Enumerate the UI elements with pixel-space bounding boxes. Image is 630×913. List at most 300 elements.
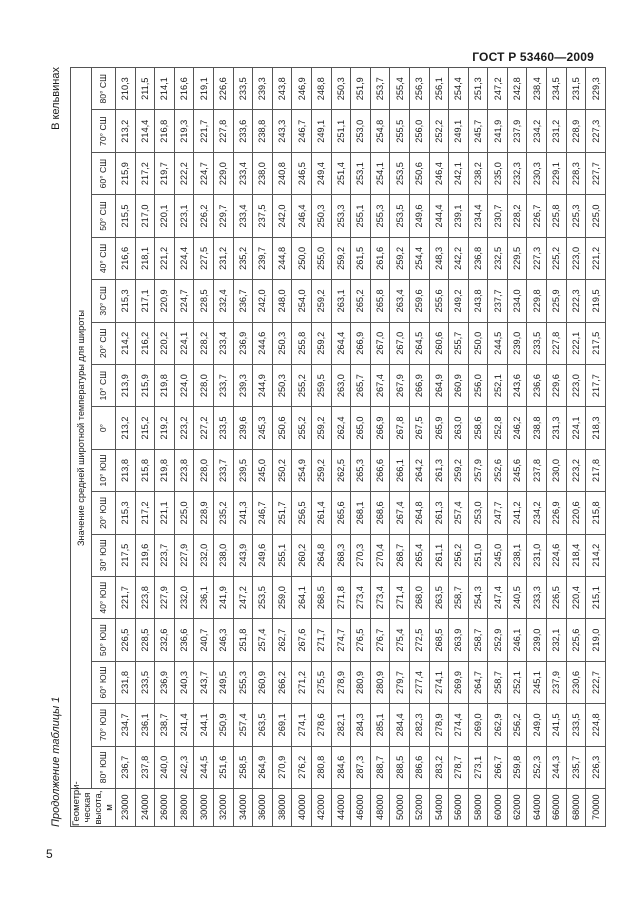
temperature-cell: 231,8 — [116, 661, 136, 703]
temperature-cell: 253,5 — [253, 576, 273, 618]
document-header: ГОСТ Р 53460—2009 — [472, 50, 594, 64]
altitude-cell: 54000 — [429, 789, 449, 827]
temperature-cell: 264,2 — [409, 449, 429, 491]
temperature-cell: 260,9 — [449, 364, 469, 406]
temperature-cell: 236,6 — [174, 619, 194, 661]
temperature-cell: 236,7 — [116, 746, 136, 788]
temperature-cell: 273,4 — [351, 576, 371, 618]
temperature-cell: 219,1 — [194, 68, 214, 111]
temperature-cell: 253,1 — [351, 152, 371, 194]
temperature-cell: 239,7 — [253, 237, 273, 279]
temperature-cell: 256,1 — [429, 68, 449, 111]
temperature-cell: 232,6 — [155, 619, 175, 661]
temperature-cell: 250,0 — [292, 237, 312, 279]
temperature-cell: 251,0 — [468, 534, 488, 576]
latitude-header: 40° СШ — [92, 237, 116, 279]
temperature-cell: 224,4 — [174, 237, 194, 279]
temperature-cell: 270,3 — [351, 534, 371, 576]
table-row — [566, 68, 586, 827]
temperature-cell: 257,4 — [253, 619, 273, 661]
temperature-cell: 274,1 — [292, 704, 312, 746]
temperature-cell: 222,1 — [566, 322, 586, 364]
temperature-cell: 254,8 — [370, 110, 390, 152]
temperature-cell: 246,5 — [292, 152, 312, 194]
temperature-cell: 230,6 — [566, 661, 586, 703]
temperature-cell: 246,4 — [292, 195, 312, 237]
temperature-cell: 274,1 — [429, 661, 449, 703]
temperature-cell: 264,9 — [253, 746, 273, 788]
latitude-header: 30° ЮШ — [92, 534, 116, 576]
table-row — [253, 68, 273, 827]
temperature-cell: 217,1 — [135, 280, 155, 322]
temperature-cell: 216,8 — [155, 110, 175, 152]
temperature-cell: 267,5 — [409, 407, 429, 449]
temperature-cell: 252,1 — [507, 661, 527, 703]
temperature-cell: 260,9 — [253, 661, 273, 703]
altitude-cell: 58000 — [468, 789, 488, 827]
temperature-cell: 254,1 — [370, 152, 390, 194]
temperature-cell: 275,5 — [311, 661, 331, 703]
rotated-table-block — [50, 67, 601, 827]
page-number: 5 — [46, 847, 53, 861]
table-row — [331, 68, 351, 827]
temperature-cell: 231,2 — [213, 237, 233, 279]
temperature-cell: 250,6 — [272, 407, 292, 449]
temperature-cell: 223,2 — [174, 407, 194, 449]
temperature-cell: 245,6 — [507, 449, 527, 491]
temperature-cell: 237,8 — [527, 449, 547, 491]
temperature-cell: 234,2 — [527, 492, 547, 534]
latitude-header: 30° СШ — [92, 280, 116, 322]
temperature-cell: 240,5 — [507, 576, 527, 618]
temperature-cell: 231,0 — [527, 534, 547, 576]
temperature-cell: 233,5 — [233, 68, 253, 111]
temperature-cell: 261,5 — [351, 237, 371, 279]
temperature-cell: 223,0 — [566, 364, 586, 406]
temperature-cell: 253,5 — [390, 152, 410, 194]
temperature-cell: 229,1 — [547, 152, 567, 194]
temperature-cell: 215,5 — [116, 195, 136, 237]
temperature-cell: 223,8 — [135, 576, 155, 618]
altitude-cell: 62000 — [507, 789, 527, 827]
latitude-header: 0° — [92, 407, 116, 449]
temperature-cell: 273,4 — [370, 576, 390, 618]
temperature-cell: 268,1 — [351, 492, 371, 534]
altitude-cell: 32000 — [213, 789, 233, 827]
temperature-cell: 235,0 — [488, 152, 508, 194]
temperature-cell: 227,3 — [586, 110, 606, 152]
temperature-cell: 261,4 — [311, 492, 331, 534]
temperature-cell: 257,9 — [468, 449, 488, 491]
table-row — [429, 68, 449, 827]
temperature-cell: 220,9 — [155, 280, 175, 322]
temperature-cell: 240,8 — [272, 152, 292, 194]
temperature-cell: 255,3 — [233, 661, 253, 703]
temperature-cell: 233,4 — [213, 322, 233, 364]
altitude-cell: 24000 — [135, 789, 155, 827]
temperature-cell: 232,1 — [547, 619, 567, 661]
temperature-cell: 284,6 — [331, 746, 351, 788]
temperature-cell: 238,7 — [155, 704, 175, 746]
temperature-cell: 243,3 — [272, 110, 292, 152]
temperature-cell: 241,5 — [547, 704, 567, 746]
temperature-cell: 248,3 — [429, 237, 449, 279]
temperature-cell: 258,6 — [468, 407, 488, 449]
temperature-cell: 219,8 — [155, 449, 175, 491]
temperature-cell: 267,0 — [370, 322, 390, 364]
temperature-cell: 243,6 — [507, 364, 527, 406]
temperature-cell: 261,3 — [429, 492, 449, 534]
temperature-cell: 238,0 — [213, 534, 233, 576]
latitude-header: 60° ЮШ — [92, 661, 116, 703]
temperature-cell: 250,0 — [468, 322, 488, 364]
temperature-cell: 264,8 — [409, 492, 429, 534]
temperature-cell: 260,6 — [429, 322, 449, 364]
temperature-cell: 255,3 — [370, 195, 390, 237]
temperature-cell: 271,2 — [292, 661, 312, 703]
temperature-cell: 244,1 — [194, 704, 214, 746]
temperature-cell: 217,2 — [135, 152, 155, 194]
temperature-cell: 224,0 — [174, 364, 194, 406]
temperature-cell: 255,2 — [292, 407, 312, 449]
temperature-cell: 251,3 — [468, 68, 488, 111]
temperature-cell: 223,7 — [155, 534, 175, 576]
altitude-cell: 40000 — [292, 789, 312, 827]
latitude-header: 80° ЮШ — [92, 746, 116, 788]
table-row — [370, 68, 390, 827]
temperature-table — [70, 67, 606, 827]
temperature-cell: 276,5 — [351, 619, 371, 661]
temperature-cell: 219,7 — [155, 152, 175, 194]
temperature-cell: 242,1 — [449, 152, 469, 194]
temperature-cell: 215,8 — [135, 449, 155, 491]
temperature-cell: 254,4 — [449, 68, 469, 111]
temperature-cell: 217,0 — [135, 195, 155, 237]
temperature-cell: 259,5 — [311, 364, 331, 406]
altitude-header-line: Геометри- — [71, 781, 82, 826]
temperature-cell: 229,7 — [213, 195, 233, 237]
temperature-cell: 236,9 — [155, 661, 175, 703]
altitude-cell: 30000 — [194, 789, 214, 827]
temperature-cell: 215,3 — [116, 492, 136, 534]
temperature-cell: 258,7 — [449, 576, 469, 618]
temperature-cell: 240,7 — [194, 619, 214, 661]
table-row — [194, 68, 214, 827]
temperature-cell: 238,4 — [527, 68, 547, 111]
temperature-cell: 230,0 — [547, 449, 567, 491]
temperature-cell: 218,4 — [566, 534, 586, 576]
temperature-cell: 245,0 — [488, 534, 508, 576]
latitude-header: 80° СШ — [92, 68, 116, 111]
altitude-cell: 46000 — [351, 789, 371, 827]
temperature-cell: 264,4 — [331, 322, 351, 364]
temperature-cell: 245,7 — [468, 110, 488, 152]
altitude-header-line: ческая — [82, 792, 93, 823]
temperature-cell: 244,3 — [547, 746, 567, 788]
table-row — [586, 68, 606, 827]
temperature-cell: 252,6 — [488, 449, 508, 491]
temperature-cell: 272,5 — [409, 619, 429, 661]
temperature-cell: 216,6 — [116, 237, 136, 279]
temperature-cell: 227,9 — [155, 576, 175, 618]
temperature-cell: 252,9 — [488, 619, 508, 661]
temperature-cell: 214,2 — [116, 322, 136, 364]
temperature-cell: 244,8 — [272, 237, 292, 279]
temperature-cell: 251,9 — [351, 68, 371, 111]
table-row — [272, 68, 292, 827]
temperature-cell: 215,9 — [116, 152, 136, 194]
temperature-cell: 253,3 — [331, 195, 351, 237]
table-row — [527, 68, 547, 827]
temperature-cell: 259,8 — [507, 746, 527, 788]
temperature-cell: 258,5 — [233, 746, 253, 788]
temperature-cell: 232,4 — [213, 280, 233, 322]
table-row — [116, 68, 136, 827]
temperature-cell: 253,7 — [370, 68, 390, 111]
temperature-cell: 255,1 — [351, 195, 371, 237]
latitude-header: 70° ЮШ — [92, 704, 116, 746]
temperature-cell: 244,9 — [253, 364, 273, 406]
temperature-cell: 227,8 — [213, 110, 233, 152]
temperature-cell: 252,2 — [429, 110, 449, 152]
temperature-cell: 224,1 — [566, 407, 586, 449]
temperature-cell: 251,4 — [331, 152, 351, 194]
temperature-cell: 228,5 — [135, 619, 155, 661]
temperature-cell: 225,0 — [174, 492, 194, 534]
temperature-cell: 264,1 — [292, 576, 312, 618]
temperature-cell: 229,6 — [547, 364, 567, 406]
temperature-cell: 265,2 — [351, 280, 371, 322]
temperature-cell: 268,7 — [390, 534, 410, 576]
temperature-cell: 269,0 — [468, 704, 488, 746]
temperature-cell: 226,9 — [547, 492, 567, 534]
temperature-cell: 244,6 — [253, 322, 273, 364]
temperature-cell: 223,8 — [174, 449, 194, 491]
altitude-cell: 48000 — [370, 789, 390, 827]
temperature-cell: 238,8 — [253, 110, 273, 152]
temperature-cell: 228,9 — [566, 110, 586, 152]
temperature-cell: 214,1 — [155, 68, 175, 111]
altitude-header-line: высота, м — [93, 790, 115, 825]
temperature-cell: 242,0 — [253, 280, 273, 322]
temperature-cell: 246,4 — [429, 152, 449, 194]
temperature-cell: 243,9 — [233, 534, 253, 576]
temperature-cell: 235,2 — [213, 492, 233, 534]
temperature-cell: 280,8 — [311, 746, 331, 788]
temperature-cell: 278,9 — [331, 661, 351, 703]
temperature-cell: 249,6 — [253, 534, 273, 576]
temperature-cell: 249,4 — [311, 152, 331, 194]
latitude-header: 40° ЮШ — [92, 576, 116, 618]
altitude-cell: 52000 — [409, 789, 429, 827]
temperature-cell: 213,2 — [116, 407, 136, 449]
temperature-cell: 234,4 — [468, 195, 488, 237]
table-row — [547, 68, 567, 827]
temperature-cell: 263,9 — [449, 619, 469, 661]
temperature-cell: 233,5 — [135, 661, 155, 703]
temperature-cell: 259,2 — [390, 237, 410, 279]
temperature-cell: 255,6 — [429, 280, 449, 322]
temperature-cell: 265,0 — [351, 407, 371, 449]
temperature-cell: 211,5 — [135, 68, 155, 111]
temperature-cell: 223,0 — [566, 237, 586, 279]
temperature-cell: 236,9 — [233, 322, 253, 364]
temperature-cell: 268,5 — [311, 576, 331, 618]
temperature-cell: 255,4 — [390, 68, 410, 111]
temperature-cell: 259,6 — [409, 280, 429, 322]
temperature-cell: 224,7 — [174, 280, 194, 322]
temperature-cell: 226,3 — [586, 746, 606, 788]
temperature-cell: 254,3 — [468, 576, 488, 618]
temperature-cell: 259,2 — [449, 449, 469, 491]
temperature-cell: 245,1 — [527, 661, 547, 703]
temperature-cell: 224,8 — [586, 704, 606, 746]
temperature-cell: 251,6 — [213, 746, 233, 788]
temperature-cell: 260,2 — [292, 534, 312, 576]
temperature-cell: 257,4 — [233, 704, 253, 746]
temperature-cell: 288,7 — [370, 746, 390, 788]
temperature-cell: 258,7 — [468, 619, 488, 661]
table-row — [174, 68, 194, 827]
temperature-cell: 227,5 — [194, 237, 214, 279]
temperature-cell: 213,2 — [116, 110, 136, 152]
temperature-cell: 271,7 — [311, 619, 331, 661]
temperature-cell: 256,0 — [468, 364, 488, 406]
temperature-cell: 239,3 — [253, 68, 273, 111]
temperature-cell: 256,2 — [507, 704, 527, 746]
temperature-cell: 248,8 — [311, 68, 331, 111]
temperature-cell: 267,4 — [370, 364, 390, 406]
temperature-cell: 267,6 — [292, 619, 312, 661]
temperature-cell: 238,2 — [468, 152, 488, 194]
temperature-cell: 249,6 — [409, 195, 429, 237]
temperature-cell: 226,6 — [213, 68, 233, 111]
table-row — [351, 68, 371, 827]
temperature-cell: 263,5 — [429, 576, 449, 618]
temperature-cell: 251,7 — [272, 492, 292, 534]
temperature-cell: 266,7 — [488, 746, 508, 788]
temperature-cell: 287,3 — [351, 746, 371, 788]
temperature-cell: 225,3 — [566, 195, 586, 237]
temperature-cell: 228,0 — [194, 364, 214, 406]
latitude-header: 50° ЮШ — [92, 619, 116, 661]
temperature-cell: 266,9 — [370, 407, 390, 449]
temperature-cell: 265,9 — [429, 407, 449, 449]
temperature-cell: 215,9 — [135, 364, 155, 406]
temperature-cell: 248,0 — [272, 280, 292, 322]
altitude-cell: 26000 — [155, 789, 175, 827]
temperature-cell: 256,2 — [449, 534, 469, 576]
table-row — [468, 68, 488, 827]
temperature-cell: 220,1 — [155, 195, 175, 237]
temperature-cell: 222,7 — [586, 661, 606, 703]
temperature-cell: 217,5 — [116, 534, 136, 576]
temperature-cell: 239,1 — [449, 195, 469, 237]
temperature-cell: 239,6 — [233, 407, 253, 449]
table-row — [292, 68, 312, 827]
temperature-cell: 262,9 — [488, 704, 508, 746]
temperature-cell: 285,1 — [370, 704, 390, 746]
temperature-cell: 259,2 — [311, 407, 331, 449]
temperature-cell: 220,4 — [566, 576, 586, 618]
temperature-cell: 222,3 — [566, 280, 586, 322]
temperature-cell: 259,2 — [331, 237, 351, 279]
temperature-cell: 234,2 — [527, 110, 547, 152]
temperature-cell: 241,2 — [507, 492, 527, 534]
temperature-cell: 266,2 — [272, 661, 292, 703]
temperature-cell: 279,7 — [390, 661, 410, 703]
temperature-cell: 244,5 — [194, 746, 214, 788]
altitude-cell: 60000 — [488, 789, 508, 827]
temperature-cell: 235,2 — [233, 237, 253, 279]
temperature-cell: 284,4 — [390, 704, 410, 746]
temperature-cell: 257,4 — [449, 492, 469, 534]
temperature-cell: 228,9 — [194, 492, 214, 534]
temperature-cell: 250,9 — [213, 704, 233, 746]
temperature-cell: 246,1 — [507, 619, 527, 661]
temperature-cell: 241,3 — [233, 492, 253, 534]
temperature-cell: 278,6 — [311, 704, 331, 746]
temperature-cell: 226,2 — [194, 195, 214, 237]
temperature-cell: 216,6 — [174, 68, 194, 111]
temperature-cell: 247,2 — [233, 576, 253, 618]
temperature-cell: 237,5 — [253, 195, 273, 237]
temperature-cell: 225,2 — [547, 237, 567, 279]
temperature-cell: 227,8 — [547, 322, 567, 364]
temperature-cell: 264,9 — [429, 364, 449, 406]
latitude-header: 50° СШ — [92, 195, 116, 237]
table-row — [507, 68, 527, 827]
altitude-cell: 64000 — [527, 789, 547, 827]
altitude-cell: 68000 — [566, 789, 586, 827]
temperature-cell: 226,5 — [116, 619, 136, 661]
temperature-cell: 233,3 — [527, 576, 547, 618]
temperature-cell: 266,9 — [409, 364, 429, 406]
temperature-cell: 215,3 — [116, 280, 136, 322]
temperature-cell: 244,5 — [488, 322, 508, 364]
temperature-cell: 276,2 — [292, 746, 312, 788]
temperature-cell: 259,0 — [272, 576, 292, 618]
temperature-cell: 252,3 — [527, 746, 547, 788]
temperature-cell: 262,5 — [331, 449, 351, 491]
temperature-cell: 224,1 — [174, 322, 194, 364]
temperature-cell: 233,5 — [566, 704, 586, 746]
temperature-cell: 263,0 — [449, 407, 469, 449]
temperature-cell: 266,1 — [390, 449, 410, 491]
altitude-cell: 44000 — [331, 789, 351, 827]
temperature-cell: 229,0 — [213, 152, 233, 194]
temperature-cell: 242,0 — [272, 195, 292, 237]
temperature-cell: 250,6 — [409, 152, 429, 194]
temperature-cell: 255,8 — [292, 322, 312, 364]
temperature-cell: 246,7 — [292, 110, 312, 152]
temperature-cell: 262,4 — [331, 407, 351, 449]
temperature-cell: 227,3 — [527, 237, 547, 279]
table-row — [488, 68, 508, 827]
temperature-cell: 254,0 — [292, 280, 312, 322]
latitude-header: 60° СШ — [92, 152, 116, 194]
units-caption: В кельвинах — [50, 67, 62, 130]
temperature-cell: 237,9 — [507, 110, 527, 152]
temperature-cell: 261,3 — [429, 449, 449, 491]
temperature-cell: 239,0 — [507, 322, 527, 364]
temperature-cell: 267,4 — [390, 492, 410, 534]
temperature-cell: 251,1 — [331, 110, 351, 152]
temperature-cell: 234,5 — [547, 68, 567, 111]
temperature-cell: 214,4 — [135, 110, 155, 152]
temperature-cell: 266,9 — [351, 322, 371, 364]
temperature-cell: 250,3 — [331, 68, 351, 111]
